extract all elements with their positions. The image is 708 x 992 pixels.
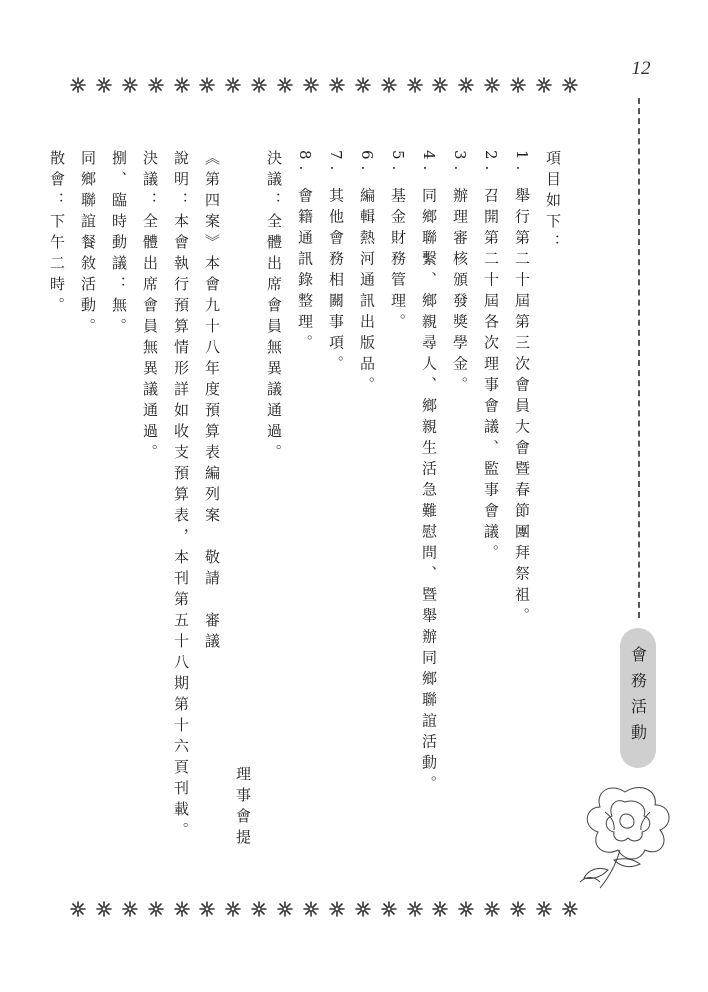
star-flower-icon [251,77,267,93]
case-4-explanation: 說明：本會執行預算情形詳如收支預算表，本刊第五十八期第十六頁刊載。 [172,150,190,843]
star-flower-icon [174,77,190,93]
section-tab-label: 會務活動 [628,646,648,750]
star-flower-icon [303,901,319,917]
star-flower-icon [148,77,164,93]
star-flower-icon [251,901,267,917]
extempore-motion: 捌、臨時動議：無。 [110,150,128,339]
star-flower-icon [510,901,526,917]
list-item-2: 2. 召開第二十屆各次理事會議、監事會議。 [482,150,500,566]
fellowship-event: 同鄉聯誼餐敘活動。 [79,150,97,339]
star-flower-icon [329,901,345,917]
list-item-1: 1. 舉行第二十屆第三次會員大會暨春節團拜祭祖。 [513,150,531,629]
ornament-border-bottom [70,896,578,922]
star-flower-icon [407,901,423,917]
list-item-3: 3. 辦理審核頒發獎學金。 [451,150,469,398]
ornament-border-top [70,72,578,98]
list-item-5: 5. 基金財務管理。 [389,150,407,335]
star-flower-icon [562,77,578,93]
star-flower-icon [536,77,552,93]
list-item-6: 6. 編輯熱河通訊出版品。 [358,150,376,398]
page-number: 12 [631,58,651,79]
star-flower-icon [148,901,164,917]
list-item-4: 4. 同鄉聯繫、鄉親尋人、鄉親生活急難慰問、暨舉辦同鄉聯誼活動。 [420,150,438,797]
items-intro: 項目如下： [544,150,562,255]
star-flower-icon [484,901,500,917]
star-flower-icon [122,77,138,93]
star-flower-icon [458,901,474,917]
star-flower-icon [70,77,86,93]
star-flower-icon [277,77,293,93]
star-flower-icon [122,901,138,917]
star-flower-icon [562,901,578,917]
adjournment: 散會：下午二時。 [48,150,66,318]
resolution-2: 決議：全體出席會員無異議通過。 [141,150,159,465]
star-flower-icon [355,77,371,93]
star-flower-icon [355,901,371,917]
resolution-1: 決議：全體出席會員無異議通過。 [265,150,283,465]
star-flower-icon [225,901,241,917]
star-flower-icon [407,77,423,93]
proposer: 理事會提 [234,766,252,850]
star-flower-icon [225,77,241,93]
star-flower-icon [458,77,474,93]
star-flower-icon [381,901,397,917]
star-flower-icon [381,77,397,93]
star-flower-icon [510,77,526,93]
star-flower-icon [432,77,448,93]
star-flower-icon [96,77,112,93]
star-flower-icon [277,901,293,917]
star-flower-icon [484,77,500,93]
case-4-title: 《第四案》本會九十八年度預算表編列案 敬請 審議 [203,150,221,654]
section-tab [620,628,656,768]
star-flower-icon [174,901,190,917]
star-flower-icon [199,901,215,917]
star-flower-icon [329,77,345,93]
star-flower-icon [303,77,319,93]
peony-flower-illustration [570,772,680,892]
star-flower-icon [199,77,215,93]
list-item-7: 7. 其他會務相關事項。 [327,150,345,377]
star-flower-icon [432,901,448,917]
document-body [48,150,568,870]
star-flower-icon [536,901,552,917]
list-item-8: 8. 會籍通訊錄整理。 [296,150,314,356]
side-rail-divider [638,98,640,618]
star-flower-icon [70,901,86,917]
star-flower-icon [96,901,112,917]
